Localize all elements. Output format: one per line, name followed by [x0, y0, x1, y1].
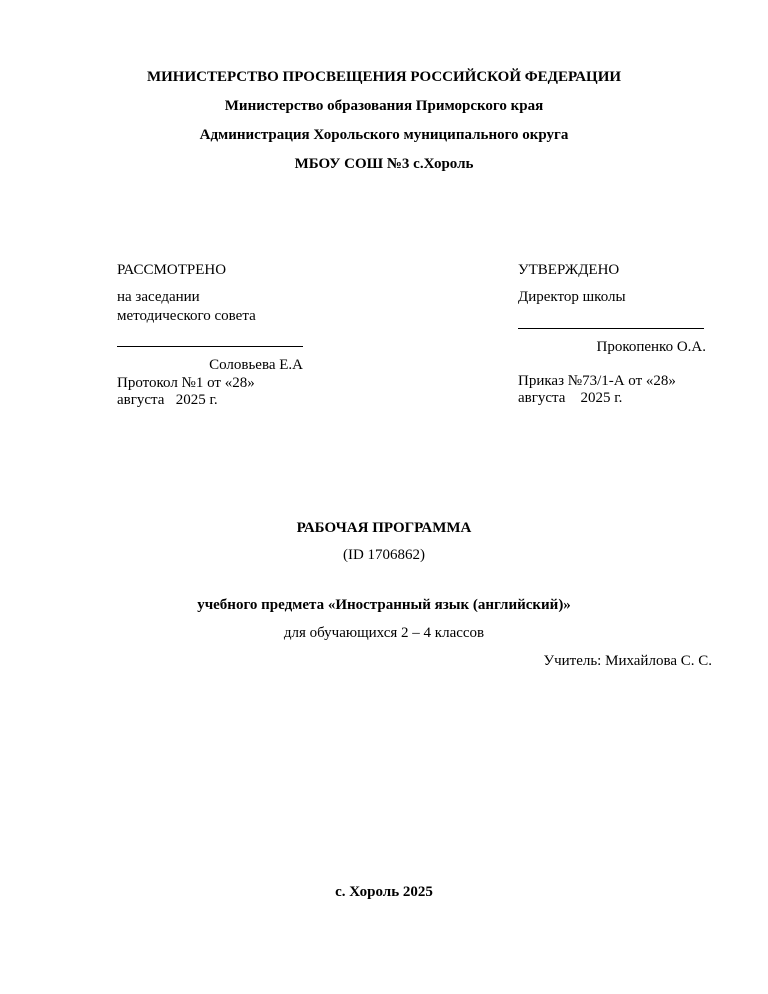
- right-signature-line: [518, 328, 704, 329]
- right-date-line: августа 2025 г.: [518, 390, 623, 406]
- right-signer-name: Прокопенко О.А.: [596, 339, 706, 355]
- ministry-federal-title: МИНИСТЕРСТВО ПРОСВЕЩЕНИЯ РОССИЙСКОЙ ФЕДЕРАЦИИ: [146, 69, 622, 85]
- teacher-line: Учитель: Михайлова С. С.: [543, 653, 712, 669]
- school-title: МБОУ СОШ №3 с.Хороль: [294, 156, 474, 172]
- program-id: (ID 1706862): [342, 547, 426, 563]
- left-signer-name: Соловьева Е.А: [209, 357, 303, 373]
- protocol-line: Протокол №1 от «28»: [117, 375, 255, 391]
- order-line: Приказ №73/1-А от «28»: [518, 373, 676, 389]
- program-subject: учебного предмета «Иностранный язык (английский)»: [197, 597, 571, 613]
- considered-heading: РАССМОТРЕНО: [117, 262, 227, 278]
- program-title: РАБОЧАЯ ПРОГРАММА: [296, 520, 472, 536]
- program-audience: для обучающихся 2 – 4 классов: [283, 625, 485, 641]
- place-year: с. Хороль 2025: [335, 884, 433, 900]
- considered-line-2: методического совета: [117, 308, 256, 324]
- left-date-line: августа 2025 г.: [117, 392, 218, 408]
- ministry-regional-title: Министерство образования Приморского края: [224, 98, 544, 114]
- left-signature-line: [117, 346, 303, 347]
- approved-line-1: Директор школы: [518, 289, 626, 305]
- approved-heading: УТВЕРЖДЕНО: [518, 262, 620, 278]
- administration-title: Администрация Хорольского муниципального округа: [199, 127, 569, 143]
- considered-line-1: на заседании: [117, 289, 200, 305]
